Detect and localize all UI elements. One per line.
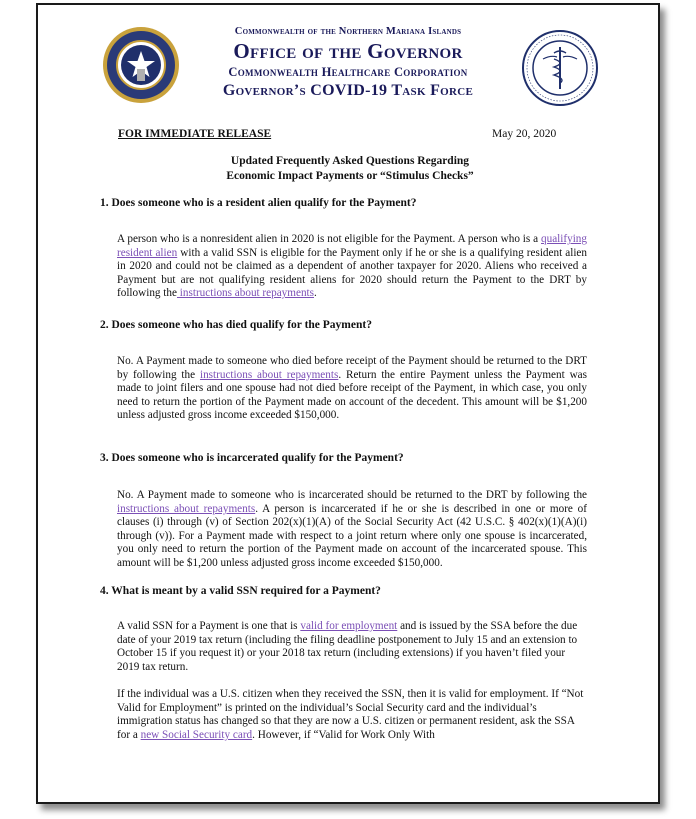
answer-1-end: . [314,287,317,300]
answer-3-text: No. A Payment made to someone who is incarcerated should be returned to the DRT by following the [117,489,587,501]
document-title-line2: Economic Impact Payments or “Stimulus Checks” [226,170,474,182]
answer-4-paragraph-2 [117,688,587,742]
question-1: 1. Does someone who is a resident alien qualify for the Payment? [100,197,417,209]
letterhead-task-force: Governor’s COVID-19 Task Force [222,82,474,99]
letterhead-healthcare: Commonwealth Healthcare Corporation [228,65,468,79]
valid-for-employment-link[interactable]: valid for employment [300,620,398,632]
answer-4-text: A valid SSN for a Payment is one that is [117,620,301,632]
new-social-security-card-link[interactable]: new Social Security card [140,728,253,741]
answer-1 [117,233,587,301]
answer-2-text-cont: . Return the entire Payment unless the Payment was made to joint filers and one spouse had not died before receipt of the Payment, in which case, you only need to return the portion of the Payment made on account of the decedent. This amount will be $1,200 unless adjusted gross income exceeded $150,000. [117,368,587,422]
answer-4-p2-text-cont: . However, if “Valid for Work Only With [252,728,435,741]
answer-1-text: A person who is a nonresident alien in 2020 is not eligible for the Payment. A person who is a [117,233,541,245]
answer-1-text-cont: with a valid SSN is eligible for the Payment only if he or she is a qualifying resident alien in 2020 and could not be claimed as a dependent of another taxpayer for 2020. Aliens who received a Payment but are not qualifying resident aliens for 2020 should return the Payment to the DRT by following the [117,246,587,300]
answer-2 [117,355,587,423]
letterhead-commonwealth: Commonwealth of the Northern Mariana Islands [234,26,462,37]
document-page [36,3,660,804]
qualifying-resident-alien-link[interactable]: qualifying resident alien [117,233,587,259]
answer-3-text-cont: . A person is incarcerated if he or she is described in one or more of clauses (i) through (v) of Section 202(x)(1)(A) of the Social Security Act (42 U.S.C. § 402(x)(1)(A)(i) through (v)). For a Payment made with respect to a joint return where only one spouse is incarcerated, you only need to return the portion of the Payment made on account of the incarcerated spouse. This amount will be $1,200 unless adjusted gross income exceeded $150,000. [117,502,587,569]
question-3: 3. Does someone who is incarcerated qualify for the Payment? [100,452,404,464]
question-4: 4. What is meant by a valid SSN required for a Payment? [100,585,381,597]
cnmi-official-seal-icon [101,25,181,105]
instructions-repayments-link-3[interactable]: instructions about repayments [117,502,256,515]
instructions-repayments-link-1[interactable]: instructions about repayments [176,287,315,300]
letterhead-office: Office of the Governor [233,39,463,63]
answer-4-p2-text: If the individual was a U.S. citizen when they received the SSN, then it is valid for employment. If “Not Valid for Employment” is printed on the individual’s Social Security card and the individual’s immigration status has changed so that they are now a U.S. citizen or permanent resident, ask the SSA for a [117,688,584,741]
release-date: May 20, 2020 [492,128,557,140]
instructions-repayments-link-2[interactable]: instructions about repayments [199,368,339,381]
answer-3 [117,489,587,571]
document-title-line1: Updated Frequently Asked Questions Regarding [230,155,470,167]
answer-4-paragraph-1 [117,620,587,674]
answer-2-text: No. A Payment made to someone who died before receipt of the Payment should be returned to the DRT by following the [117,355,587,381]
answer-4-text-cont: and is issued by the SSA before the due date of your 2019 tax return (including the filing deadline postponement to July 15 and an extension to October 15 if you request it) or your 2018 tax return (including extensions) if you haven’t filed your 2019 tax return. [117,620,578,673]
release-label: FOR IMMEDIATE RELEASE [118,128,272,140]
letterhead [198,25,498,101]
chcc-seal-icon [521,29,599,107]
question-2: 2. Does someone who has died qualify for the Payment? [100,319,372,331]
